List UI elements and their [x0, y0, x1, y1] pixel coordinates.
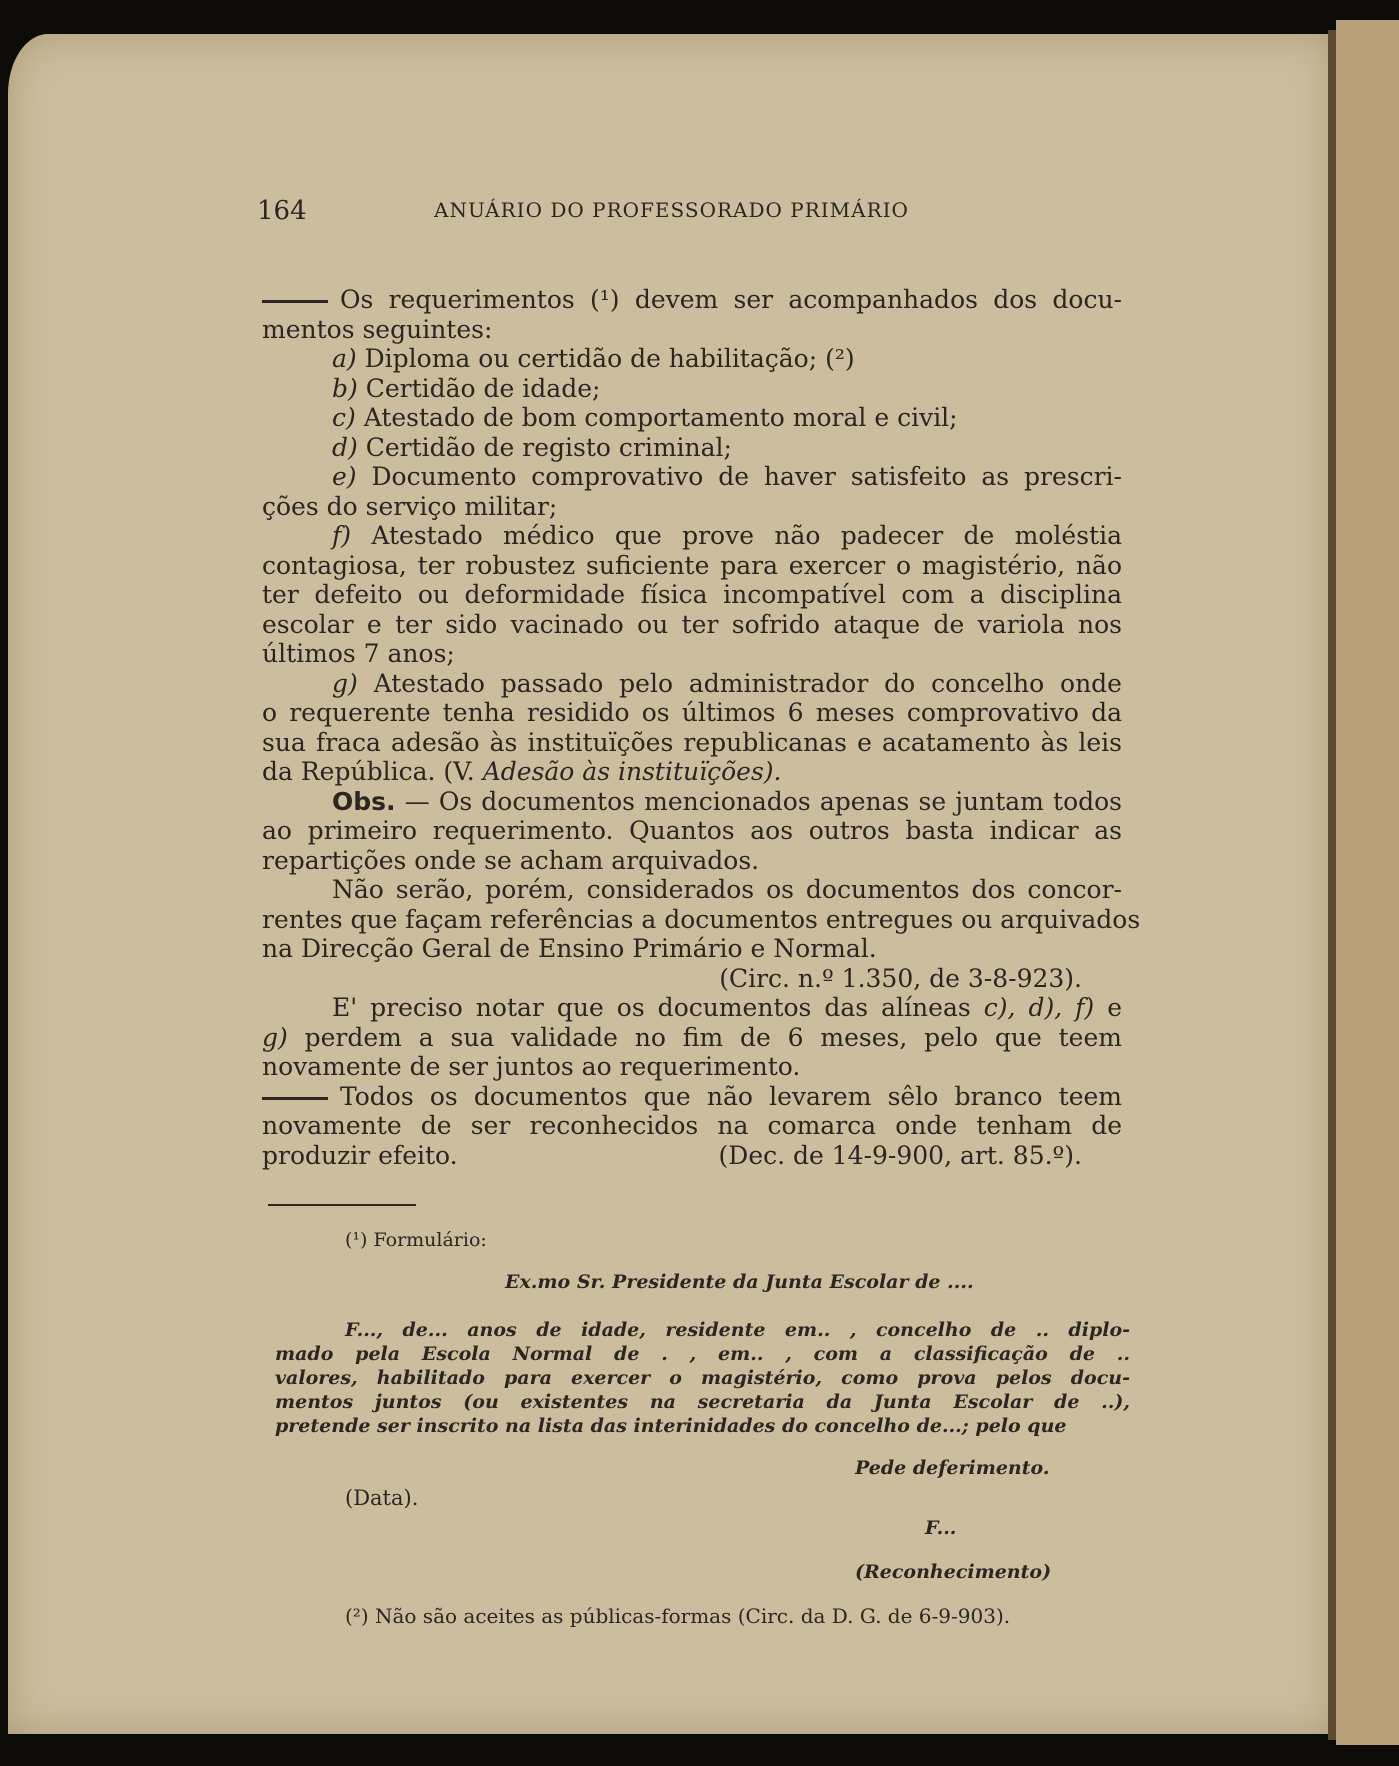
item-f-cont-1: contagiosa, ter robustez suficiente para exercer o magistério, não [262, 550, 1122, 580]
item-c: c) Atestado de bom comportamento moral e civil; [332, 403, 958, 432]
item-g-cont-2: sua fraca adesão às instituïções republicanas e acatamento às leis [262, 727, 1122, 757]
page-fold [1328, 30, 1336, 1740]
running-title: ANUÁRIO DO PROFESSORADO PRIMÁRIO [434, 198, 909, 222]
todos-line-1: Todos os documentos que não levarem sêlo branco teem [262, 1082, 1122, 1112]
item-f-cont-2: ter defeito ou deformidade física incompatível com a disciplina [262, 580, 1122, 609]
citation-circ: (Circ. n.º 1.350, de 3-8-923). [719, 963, 1082, 993]
todos-line-2: novamente de ser reconhecidos na comarca onde tenham de [262, 1111, 1122, 1140]
main-text [262, 285, 1141, 1170]
form-date: (Data). [345, 1486, 419, 1510]
form-body-5: pretende ser inscrito na lista das interinidades do concelho de...; pelo que [275, 1415, 1067, 1437]
nao-line-3: na Direcção Geral de Ensino Primário e Normal. [262, 934, 877, 963]
item-d: d) Certidão de registo criminal; [332, 432, 732, 462]
nao-line-2: rentes que façam referências a documentos entregues ou arquivados [262, 904, 1141, 934]
obs-line-2: ao primeiro requerimento. Quantos aos outros basta indicar as [262, 816, 1122, 845]
item-e: e) Documento comprovativo de haver satisfeito as prescri- [332, 462, 1122, 491]
form-signature: F... [925, 1517, 957, 1539]
item-e-cont: ções do serviço militar; [262, 491, 558, 521]
leading-dash [262, 1097, 328, 1100]
item-a: a) Diploma ou certidão de habilitação; (²) [332, 344, 855, 373]
item-f: f) Atestado médico que prove não padecer de moléstia [332, 521, 1122, 550]
nao-line-1: Não serão, porém, considerados os documentos dos concor- [332, 875, 1122, 904]
intro-line-1: Os requerimentos (¹) devem ser acompanhados dos docu- [262, 285, 1122, 315]
obs-line-1: Obs. — Os documentos mencionados apenas se juntam todos [332, 786, 1123, 816]
item-b: b) Certidão de idade; [332, 373, 601, 403]
footnote-2: (²) Não são aceites as públicas-formas (Circ. da D. G. de 6-9-903). [345, 1604, 1011, 1628]
intro-line-2: mentos seguintes: [262, 314, 493, 344]
form-address: Ex.mo Sr. Presidente da Junta Escolar de .... [505, 1271, 974, 1293]
form-body-3: valores, habilitado para exercer o magistério, como prova pelos docu- [275, 1367, 1130, 1389]
item-f-cont-4: últimos 7 anos; [262, 639, 455, 668]
preciso-line-1: E' preciso notar que os documentos das alíneas c), d), f) e [332, 993, 1122, 1022]
footnote-1-label: (¹) Formulário: [345, 1229, 487, 1251]
form-body-2: mado pela Escola Normal de . , em.. , com a classificação de .. [275, 1343, 1130, 1365]
form-recognition: (Reconhecimento) [855, 1561, 1052, 1583]
item-g: g) Atestado passado pelo administrador do concelho onde [332, 668, 1122, 698]
form-body-4: mentos juntos (ou existentes na secretaria da Junta Escolar de ..), [275, 1391, 1130, 1413]
leading-dash [262, 300, 328, 303]
footnotes [275, 1228, 1130, 1634]
form-body-1: F..., de... anos de idade, residente em.. , concelho de .. diplo- [345, 1319, 1130, 1341]
item-g-cont-1: o requerente tenha residido os últimos 6 meses comprovativo da [262, 698, 1122, 727]
item-g-cont-3: da República. (V. Adesão às instituïções). [262, 757, 782, 786]
item-f-cont-3: escolar e ter sido vacinado ou ter sofrido ataque de variola nos [262, 609, 1122, 639]
next-page-edge [1336, 20, 1399, 1745]
page-number: 164 [257, 196, 307, 226]
todos-line-3: produzir efeito. (Dec. de 14-9-900, art. 85.º). [262, 1140, 1082, 1170]
preciso-line-2: g) perdem a sua validade no fim de 6 meses, pelo que teem [262, 1022, 1122, 1052]
preciso-line-3: novamente de ser juntos ao requerimento. [262, 1052, 801, 1081]
obs-line-3: repartições onde se acham arquivados. [262, 845, 760, 875]
form-closing: Pede deferimento. [855, 1457, 1050, 1479]
footnote-rule [268, 1204, 416, 1206]
